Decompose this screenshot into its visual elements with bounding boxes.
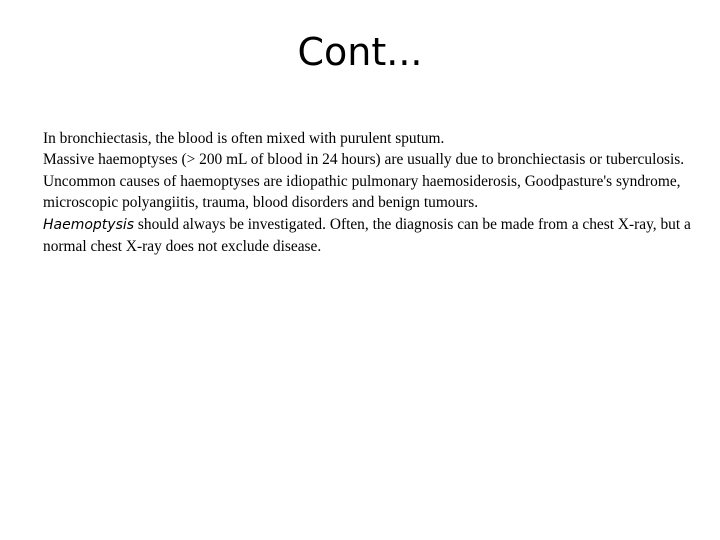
paragraph-investigation	[43, 214, 693, 258]
paragraph-uncommon-causes: Uncommon causes of haemoptyses are idiopathic pulmonary haemosiderosis, Goodpasture's syndrome, microscopic polyangiitis, trauma, blood disorders and benign tumours.	[43, 172, 681, 212]
paragraph-massive-haemoptyses: Massive haemoptyses (> 200 mL of blood in 24 hours) are usually due to bronchiectasis or tuberculosis.	[43, 151, 685, 169]
emphasized-term: Haemoptysis	[43, 216, 135, 233]
slide-body	[43, 128, 693, 257]
slide-title: Cont...	[297, 30, 423, 74]
paragraph-bronchiectasis: In bronchiectasis, the blood is often mixed with purulent sputum.	[43, 130, 445, 147]
paragraph-investigation-text: should always be investigated. Often, the diagnosis can be made from a chest X-ray, but a normal chest X-ray does not exclude disease.	[43, 215, 691, 256]
